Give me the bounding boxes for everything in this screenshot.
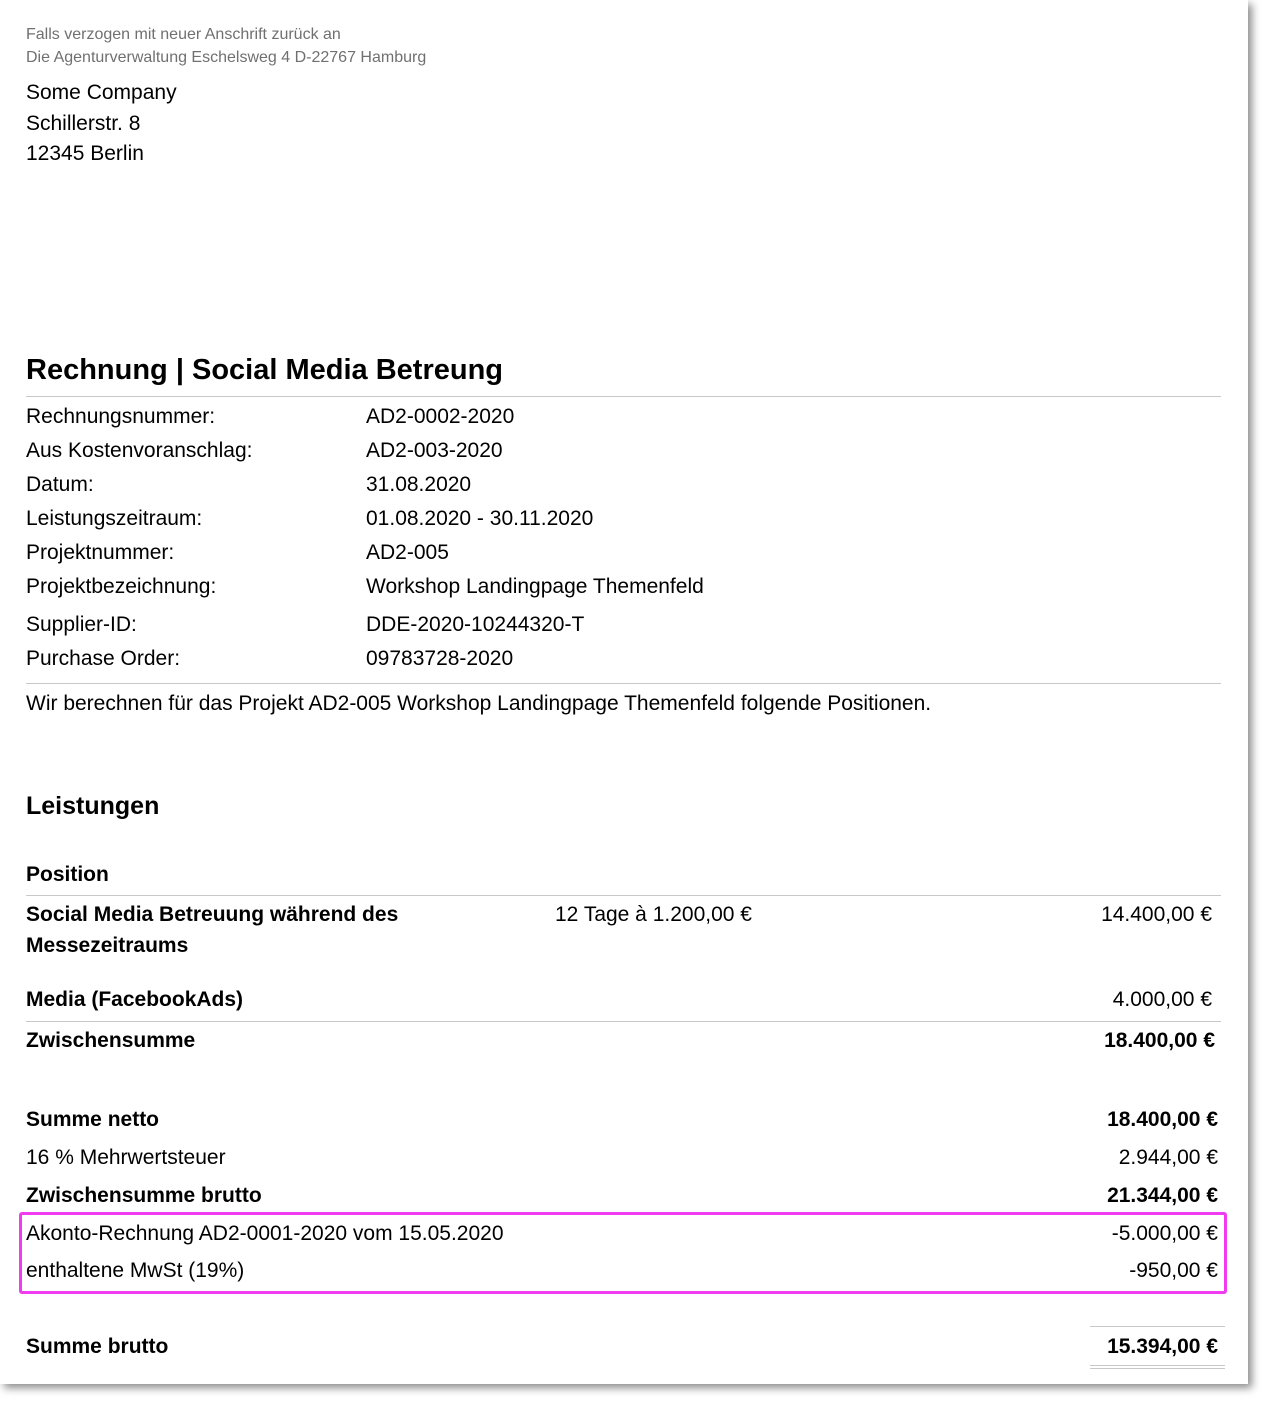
meta-value-project-name: Workshop Landingpage Themenfeld — [366, 575, 704, 598]
deposit-vat-label: enthaltene MwSt (19%) — [26, 1259, 245, 1282]
item-1-name-line-2: Messezeitraums — [26, 934, 189, 957]
meta-value-estimate: AD2-003-2020 — [366, 439, 503, 462]
invoice-title: Rechnung | Social Media Betreung — [26, 354, 504, 386]
meta-label-project-name: Projektbezeichnung: — [26, 575, 217, 598]
total-top-rule — [1090, 1326, 1225, 1327]
position-column-header: Position — [26, 863, 109, 886]
meta-value-date: 31.08.2020 — [366, 473, 472, 496]
title-divider — [26, 396, 1221, 397]
meta-value-service-period: 01.08.2020 - 30.11.2020 — [366, 507, 594, 530]
services-heading: Leistungen — [26, 792, 160, 820]
meta-value-project-number: AD2-005 — [366, 541, 449, 564]
gross-subtotal-label: Zwischensumme brutto — [26, 1184, 262, 1207]
item-2-amount: 4.000,00 € — [1112, 988, 1212, 1011]
meta-label-date: Datum: — [26, 473, 94, 496]
gross-subtotal-value: 21.344,00 € — [1107, 1184, 1218, 1207]
net-total-label: Summe netto — [26, 1108, 160, 1131]
meta-label-service-period: Leistungszeitraum: — [26, 507, 203, 530]
meta-label-invoice-number: Rechnungsnummer: — [26, 405, 216, 428]
header-divider — [26, 895, 1221, 896]
item-1-amount: 14.400,00 € — [1101, 903, 1212, 926]
item-2-name: Media (FacebookAds) — [26, 988, 244, 1011]
recipient-company: Some Company — [26, 81, 177, 104]
meta-label-project-number: Projektnummer: — [26, 541, 175, 564]
item-1-quantity: 12 Tage à 1.200,00 € — [555, 903, 752, 926]
subtotal-divider — [26, 1021, 1221, 1022]
sender-line-2: Die Agenturverwaltung Eschelsweg 4 D-22767 Hamburg — [26, 49, 427, 66]
meta-label-purchase-order: Purchase Order: — [26, 647, 181, 670]
vat-label: 16 % Mehrwertsteuer — [26, 1146, 226, 1169]
recipient-street: Schillerstr. 8 — [26, 112, 141, 135]
gross-total-label: Summe brutto — [26, 1335, 169, 1358]
subtotal-label: Zwischensumme — [26, 1029, 196, 1052]
total-double-rule-2 — [1090, 1368, 1225, 1369]
total-double-rule-1 — [1090, 1365, 1225, 1366]
deposit-vat-value: -950,00 € — [1129, 1259, 1218, 1282]
meta-value-purchase-order: 09783728-2020 — [366, 647, 514, 670]
deposit-invoice-label: Akonto-Rechnung AD2-0001-2020 vom 15.05.2020 — [26, 1222, 504, 1245]
vat-value: 2.944,00 € — [1118, 1146, 1218, 1169]
meta-value-supplier-id: DDE-2020-10244320-T — [366, 613, 585, 636]
intro-text: Wir berechnen für das Projekt AD2-005 Workshop Landingpage Themenfeld folgende Positionen. — [26, 692, 932, 715]
deposit-invoice-value: -5.000,00 € — [1111, 1222, 1218, 1245]
recipient-city: 12345 Berlin — [26, 142, 144, 165]
meta-divider — [26, 683, 1221, 684]
meta-value-invoice-number: AD2-0002-2020 — [366, 405, 515, 428]
gross-total-value: 15.394,00 € — [1107, 1335, 1218, 1358]
item-1-name-line-1: Social Media Betreuung während des — [26, 903, 399, 926]
net-total-value: 18.400,00 € — [1107, 1108, 1218, 1131]
meta-label-supplier-id: Supplier-ID: — [26, 613, 137, 636]
subtotal-value: 18.400,00 € — [1104, 1029, 1215, 1052]
sender-line-1: Falls verzogen mit neuer Anschrift zurück an — [26, 26, 341, 43]
meta-label-estimate: Aus Kostenvoranschlag: — [26, 439, 253, 462]
